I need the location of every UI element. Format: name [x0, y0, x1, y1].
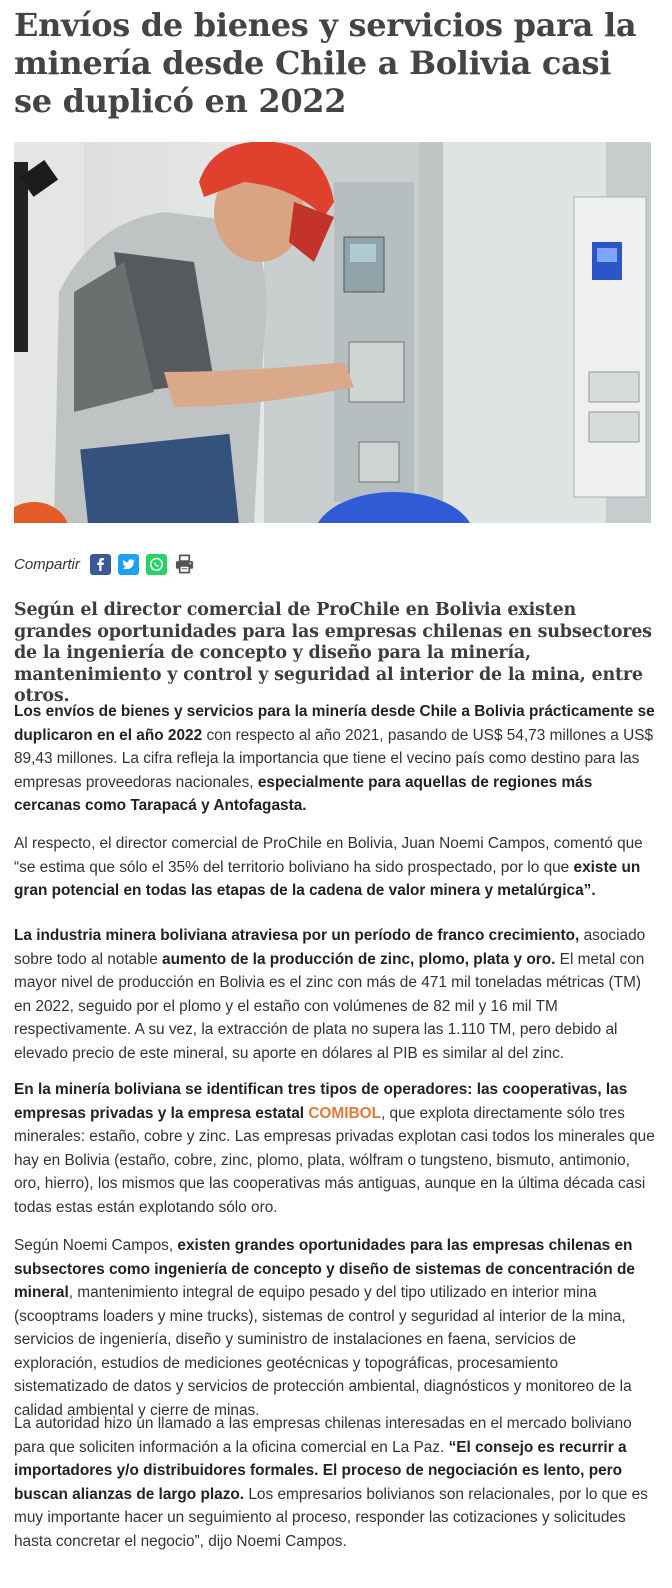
paragraph-3-bold-2: aumento de la producción de zinc, plomo, plata y oro. — [162, 950, 556, 968]
paragraph-6-text-2: Los empresarios bolivianos son relacionales, por lo que es muy importante hacer un seguimiento al proceso, responder las cotizaciones y solicitudes hasta concretar el negocio”, dijo Noemi Campos. — [14, 1485, 648, 1550]
paragraph-5-bold-1: existen grandes oportunidades para las empresas chilenas en subsectores como ingeniería de concepto y diseño de sistemas de concentración de mineral — [14, 1237, 635, 1301]
paragraph-1-text-1: con respecto al año 2021, pasando de US$ 54,73 millones a US$ 89,43 millones. La cifra refleja la importancia que tiene el vecino país como destino para las empresas proveedoras nacionales, — [14, 726, 654, 791]
paragraph-3-text-2: El metal con mayor nivel de producción en Bolivia es el zinc con más de 471 mil toneladas métricas (TM) en 2022, seguido por el plomo y el estaño con volúmenes de 82 mil y 16 mil TM respectivamente. A su vez, la extracción de plata no supera las 1.110 TM, pero debido al elevado precio de este mineral, su aporte en dólares al PIB es similar al del zinc. — [14, 950, 645, 1062]
printer-icon — [174, 553, 195, 575]
paragraph-3-bold-1: La industria minera boliviana atraviesa por un período de franco crecimiento, — [14, 927, 580, 944]
paragraph-5-text-2: , mantenimiento integral de equipo pesado y del tipo utilizado en interior mina (scooptrams loaders y mine trucks), sistemas de control y seguridad al interior de la mina, servicios de ingeniería, diseño y suministro de instalaciones en faena, servicios de exploración, estudios de mediciones geotécnicas y topográficas, procesamiento sistematizado de datos y servicios de protección ambiental, diagnósticos y monitoreo de la calidad ambiental y cierre de minas. — [14, 1284, 632, 1419]
twitter-icon — [118, 554, 139, 575]
paragraph-1-bold-1: Los envíos de bienes y servicios para la minería desde Chile a Bolivia prácticamente se duplicaron en el año 2022 — [14, 703, 655, 744]
whatsapp-share-button[interactable] — [146, 554, 167, 575]
paragraph-2-bold-1: existe un gran potencial en todas las etapas de la cadena de valor minera y metalúrgica”. — [14, 858, 641, 899]
paragraph-6-text-1: La autoridad hizo un llamado a las empresas chilenas interesadas en el mercado boliviano para que soliciten información a la oficina comercial en La Paz. — [14, 1415, 632, 1456]
paragraph-4-text-1: , que explota directamente sólo tres minerales: estaño, cobre y zinc. Las empresas privadas explotan casi todos los minerales que hay en Bolivia (estaño, cobre, zinc, plomo, plata, wólfram o tungsteno, bismuto, antimonio, oro, hierro), los mismos que las cooperativas más antiguas, aunque en la última década casi todas estas están explotando sólo oro. — [14, 1104, 655, 1216]
paragraph-3 — [14, 924, 656, 1065]
twitter-share-button[interactable] — [118, 554, 139, 575]
share-label: Compartir — [14, 555, 80, 573]
paragraph-4 — [14, 1078, 656, 1219]
whatsapp-icon — [146, 554, 167, 575]
share-bar — [14, 550, 202, 578]
facebook-share-button[interactable] — [90, 554, 111, 575]
paragraph-3-text-1: asociado sobre todo al notable — [14, 927, 646, 968]
paragraph-5-text-1: Según Noemi Campos, — [14, 1237, 178, 1254]
hero-image — [14, 142, 651, 523]
worker-at-electrical-panel-illustration — [14, 142, 651, 523]
paragraph-6-bold-1: “El consejo es recurrir a importadores y/o distribuidores formales. El proceso de negociación es lento, pero buscan alianzas de largo plazo. — [14, 1438, 627, 1503]
paragraph-4-bold-1: En la minería boliviana se identifican tres tipos de operadores: las cooperativas, las empresas privadas y la empresa estatal — [14, 1081, 628, 1122]
article-lead: Según el director comercial de ProChile en Bolivia existen grandes oportunidades para las empresas chilenas en subsectores de la ingeniería de concepto y diseño para la minería, mantenimiento y control y seguridad al interior de la mina, entre otros. — [14, 600, 652, 706]
paragraph-1 — [14, 700, 656, 818]
comibol-link[interactable]: COMIBOL — [308, 1104, 381, 1122]
article-title: Envíos de bienes y servicios para la minería desde Chile a Bolivia casi se duplicó en 2022 — [14, 6, 637, 120]
paragraph-2 — [14, 832, 656, 903]
paragraph-1-bold-2: especialmente para aquellas de regiones más cercanas como Tarapacá y Antofagasta. — [14, 773, 593, 814]
paragraph-6 — [14, 1412, 656, 1553]
paragraph-5 — [14, 1234, 656, 1422]
print-button[interactable] — [174, 554, 195, 575]
facebook-icon — [90, 554, 111, 575]
paragraph-2-text-1: Al respecto, el director comercial de ProChile en Bolivia, Juan Noemi Campos, comentó que “se estima que sólo el 35% del territorio boliviano ha sido prospectado, por lo que — [14, 835, 643, 876]
